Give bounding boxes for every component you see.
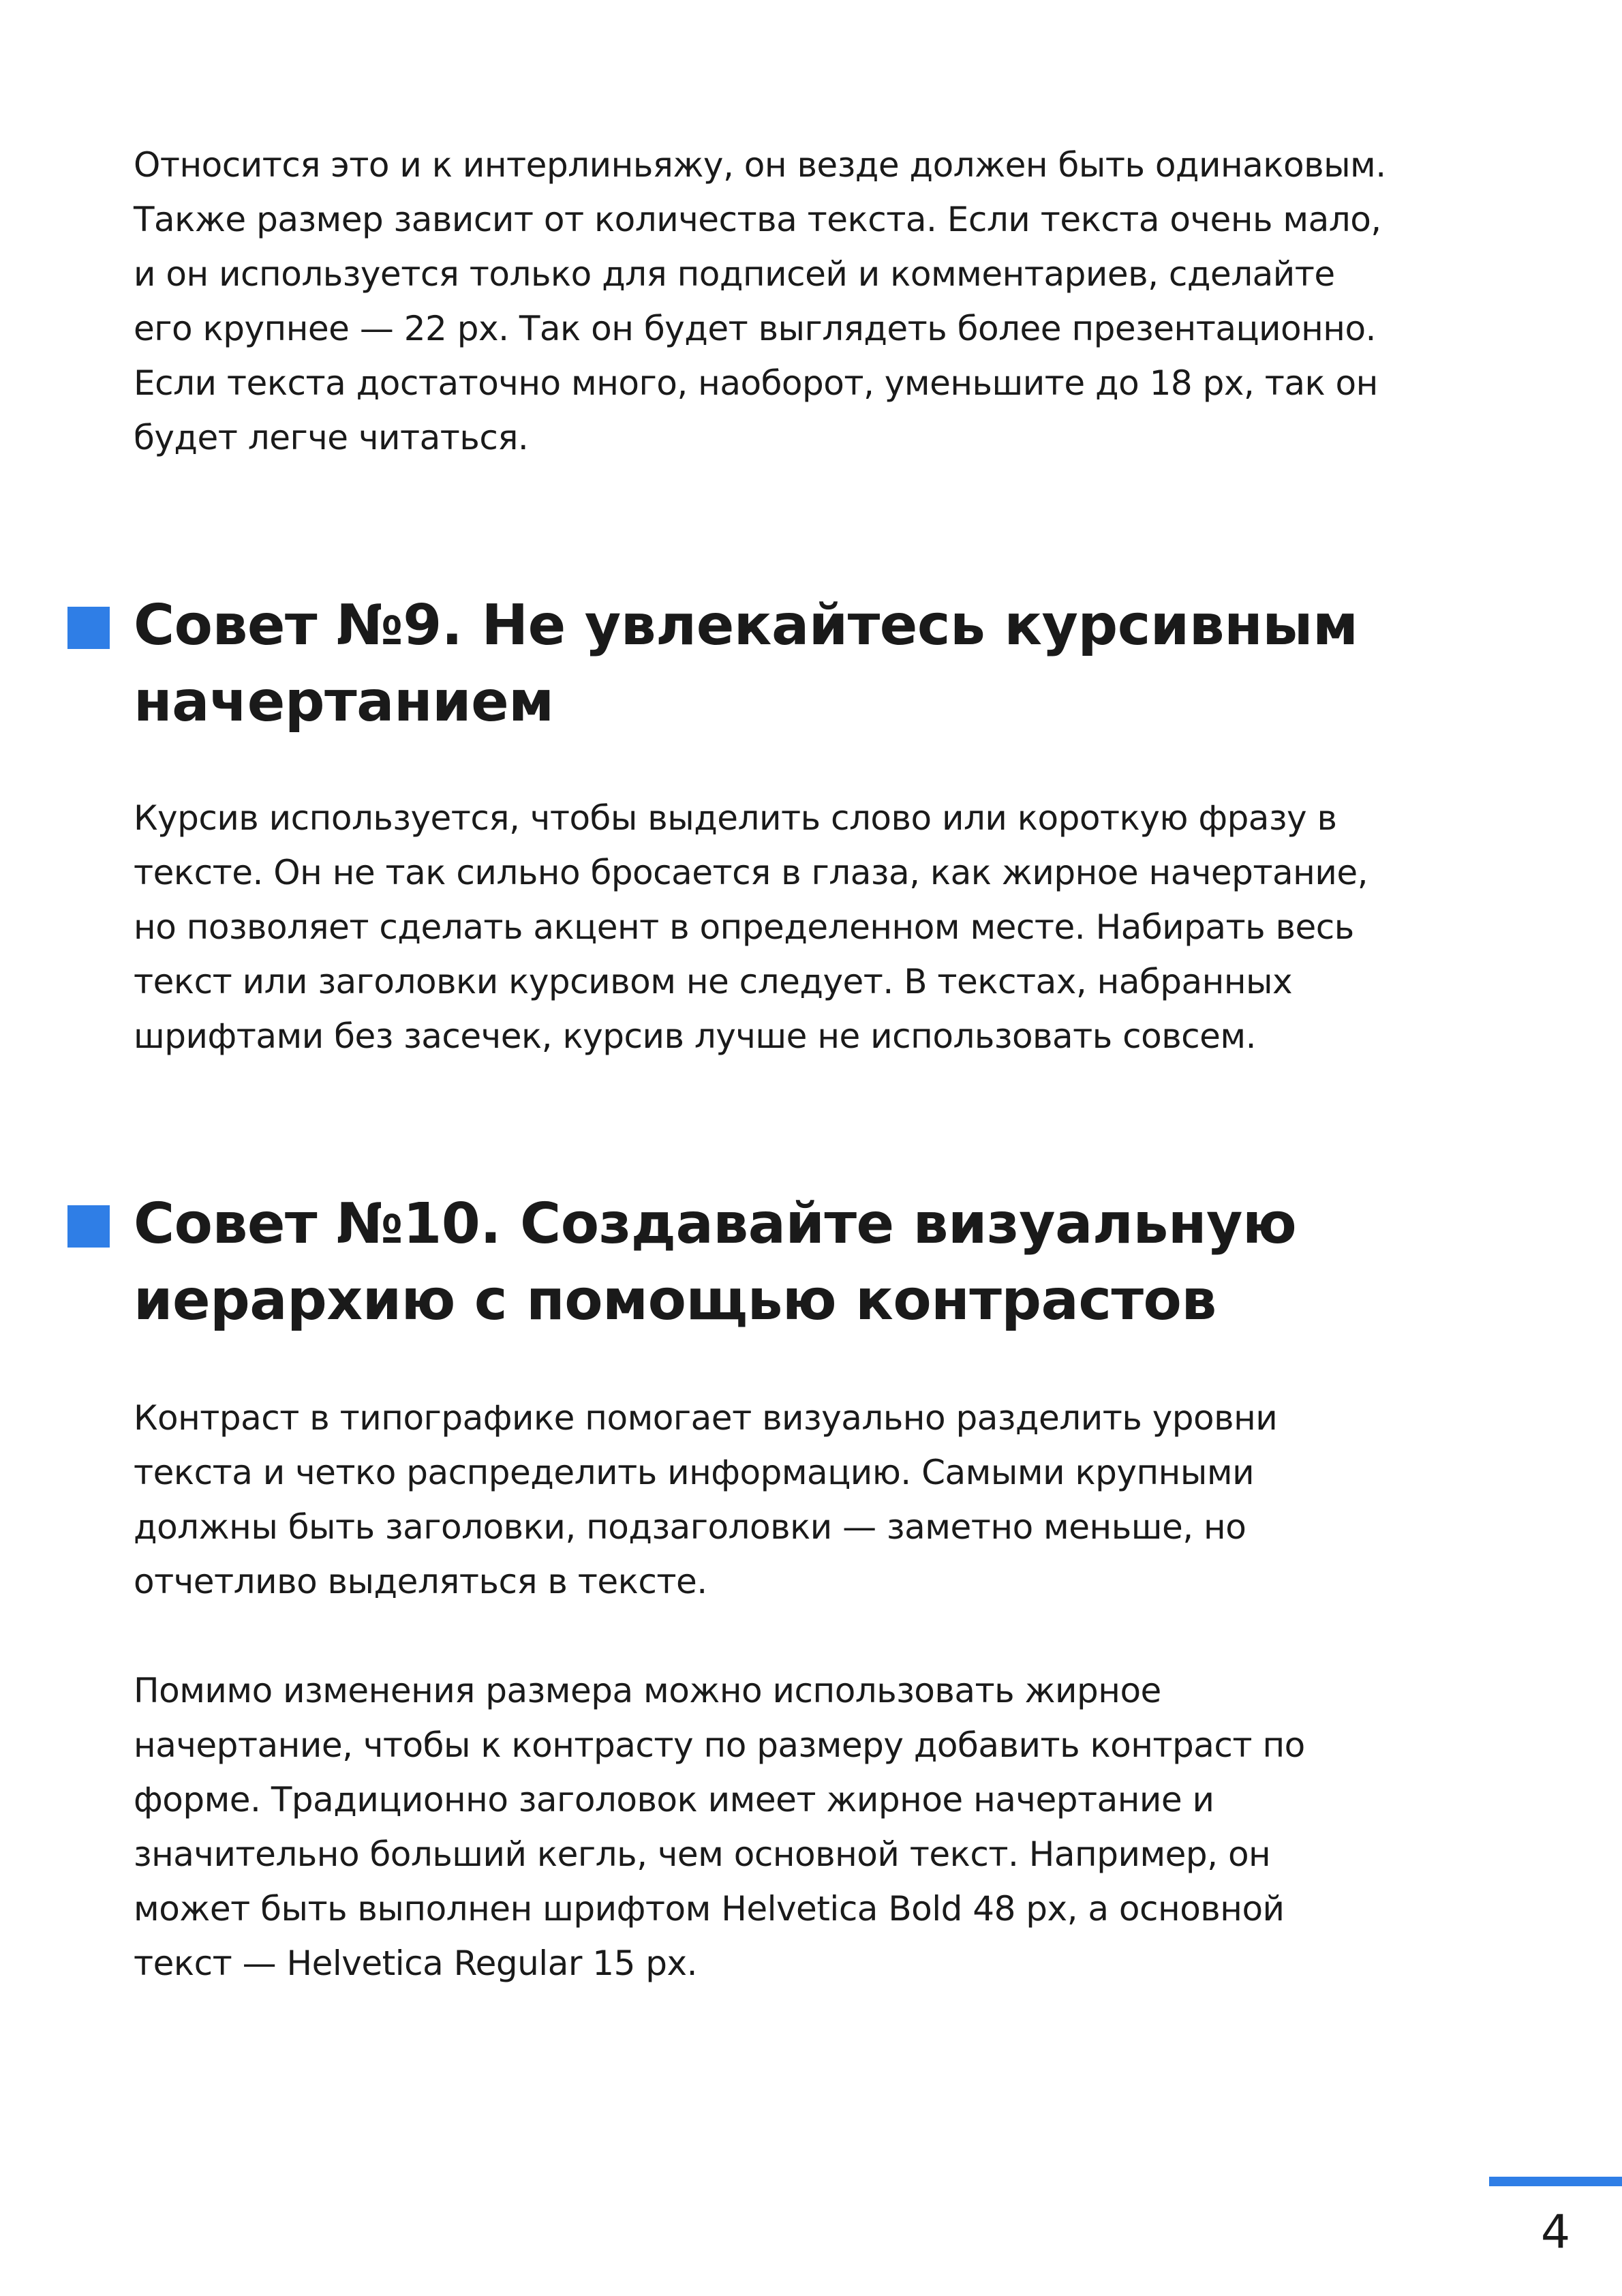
text-line: Контраст в типографике помогает визуально разделить уровни — [134, 1398, 1278, 1438]
text-line: значительно больший кегль, чем основной текст. Например, он — [134, 1834, 1271, 1874]
text-line: текста и четко распределить информацию. Самыми крупными — [134, 1453, 1255, 1492]
heading-line: иерархию с помощью контрастов — [134, 1268, 1216, 1333]
footer-accent-bar — [1489, 2177, 1622, 2186]
heading-line: Совет №10. Создавайте визуальную — [134, 1192, 1297, 1256]
text-line: Также размер зависит от количества текста. Если текста очень мало, — [134, 200, 1381, 239]
tip10-body-paragraph-2 — [134, 1663, 1497, 1991]
tip9-bullet-square — [67, 607, 110, 649]
tip10-bullet-square — [67, 1205, 110, 1248]
tip9-body — [134, 791, 1497, 1063]
text-line: текст — Helvetica Regular 15 px. — [134, 1944, 698, 1983]
text-line: текст или заголовки курсивом не следует. В текстах, набранных — [134, 962, 1293, 1001]
page-number: 4 — [1540, 2205, 1571, 2259]
text-line: отчетливо выделяться в тексте. — [134, 1562, 707, 1601]
text-line: шрифтами без засечек, курсив лучше не использовать совсем. — [134, 1016, 1257, 1056]
text-line: форме. Традиционно заголовок имеет жирное начертание и — [134, 1780, 1214, 1819]
tip10-heading — [134, 1186, 1531, 1339]
text-line: Относится это и к интерлиньяжу, он везде должен быть одинаковым. — [134, 145, 1386, 185]
text-line: Курсив используется, чтобы выделить слово или короткую фразу в — [134, 798, 1337, 838]
text-line: Помимо изменения размера можно использовать жирное — [134, 1671, 1161, 1710]
text-line: но позволяет сделать акцент в определенном месте. Набирать весь — [134, 907, 1354, 947]
text-line: начертание, чтобы к контрасту по размеру добавить контраст по — [134, 1725, 1305, 1765]
text-line: будет легче читаться. — [134, 418, 529, 457]
text-line: может быть выполнен шрифтом Helvetica Bold 48 px, а основной — [134, 1889, 1285, 1929]
tip9-heading — [134, 588, 1531, 740]
text-line: Если текста достаточно много, наоборот, уменьшите до 18 px, так он — [134, 363, 1378, 403]
text-line: его крупнее — 22 px. Так он будет выглядеть более презентационно. — [134, 309, 1376, 348]
tip10-body-paragraph-1 — [134, 1391, 1497, 1609]
text-line: должны быть заголовки, подзаголовки — заметно меньше, но — [134, 1507, 1246, 1547]
text-line: и он используется только для подписей и комментариев, сделайте — [134, 254, 1335, 294]
heading-line: начертанием — [134, 669, 554, 734]
heading-line: Совет №9. Не увлекайтесь курсивным — [134, 593, 1358, 658]
intro-paragraph — [134, 138, 1497, 465]
text-line: тексте. Он не так сильно бросается в глаза, как жирное начертание, — [134, 853, 1368, 892]
